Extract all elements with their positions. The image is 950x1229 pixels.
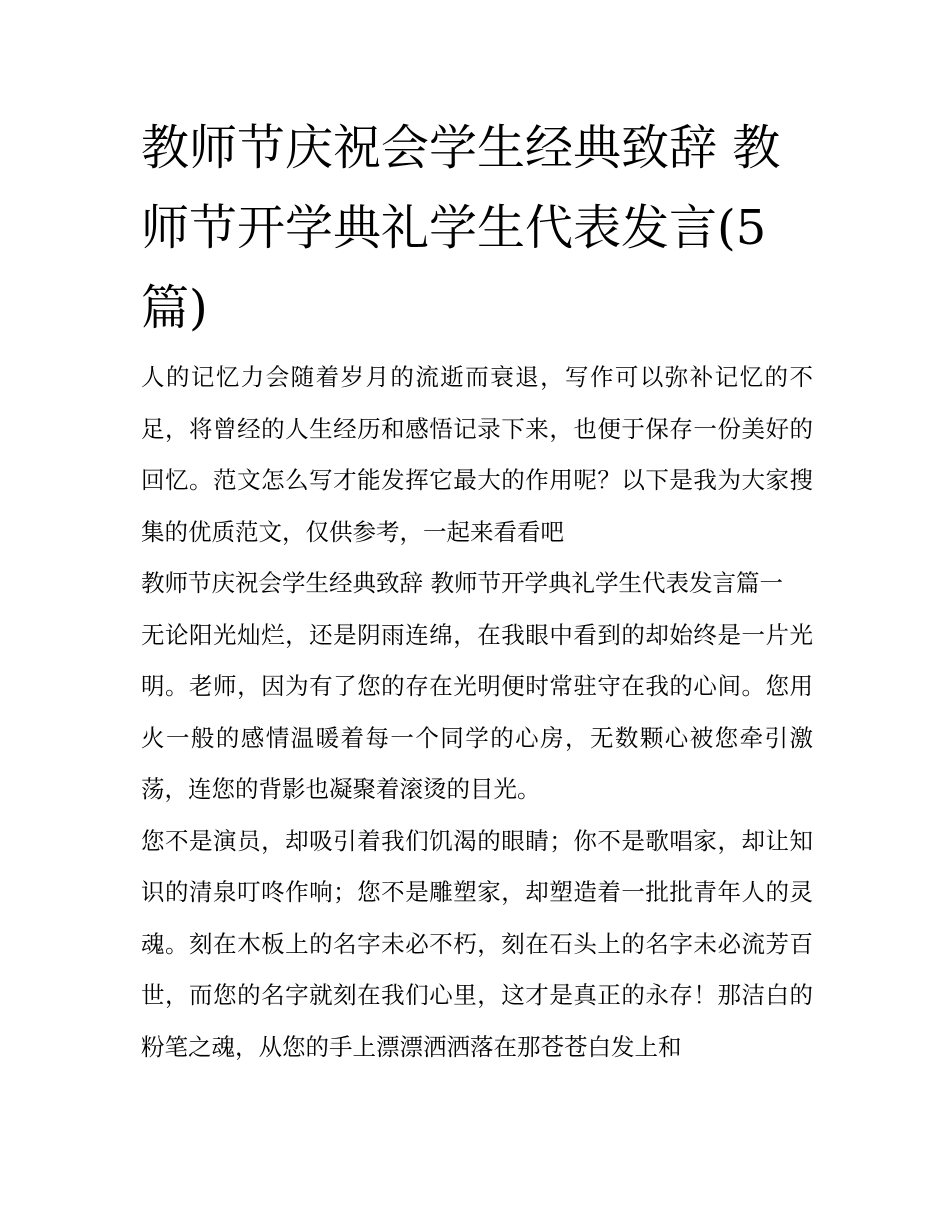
body-paragraph: 您不是演员，却吸引着我们饥渴的眼睛；你不是歌唱家，却让知识的清泉叮咚作响；您不是雕塑家，却塑造着一批批青年人的灵魂。刻在木板上的名字未必不朽，刻在石头上的名字未必流芳百世，而您的名字就刻在我们心里，这才是真正的永存！那洁白的粉笔之魂，从您的手上漂漂洒洒落在那苍苍白发上和 <box>141 826 813 1061</box>
section-heading: 教师节庆祝会学生经典致辞 教师节开学典礼学生代表发言篇一 <box>141 569 783 597</box>
intro-paragraph: 人的记忆力会随着岁月的流逝而衰退，写作可以弥补记忆的不足，将曾经的人生经历和感悟记录下来，也便于保存一份美好的回忆。范文怎么写才能发挥它最大的作用呢？以下是我为大家搜集的优质范文，仅供参考，一起来看看吧 <box>141 363 813 546</box>
document-title: 教师节庆祝会学生经典致辞 教师节开学典礼学生代表发言(5篇) <box>141 120 781 336</box>
document-page <box>141 108 813 1073</box>
body-paragraph: 无论阳光灿烂，还是阴雨连绵，在我眼中看到的却始终是一片光明。老师，因为有了您的存在光明便时常驻守在我的心间。您用火一般的感情温暖着每一个同学的心房，无数颗心被您牵引激荡，连您的背影也凝聚着滚烫的目光。 <box>141 620 813 803</box>
